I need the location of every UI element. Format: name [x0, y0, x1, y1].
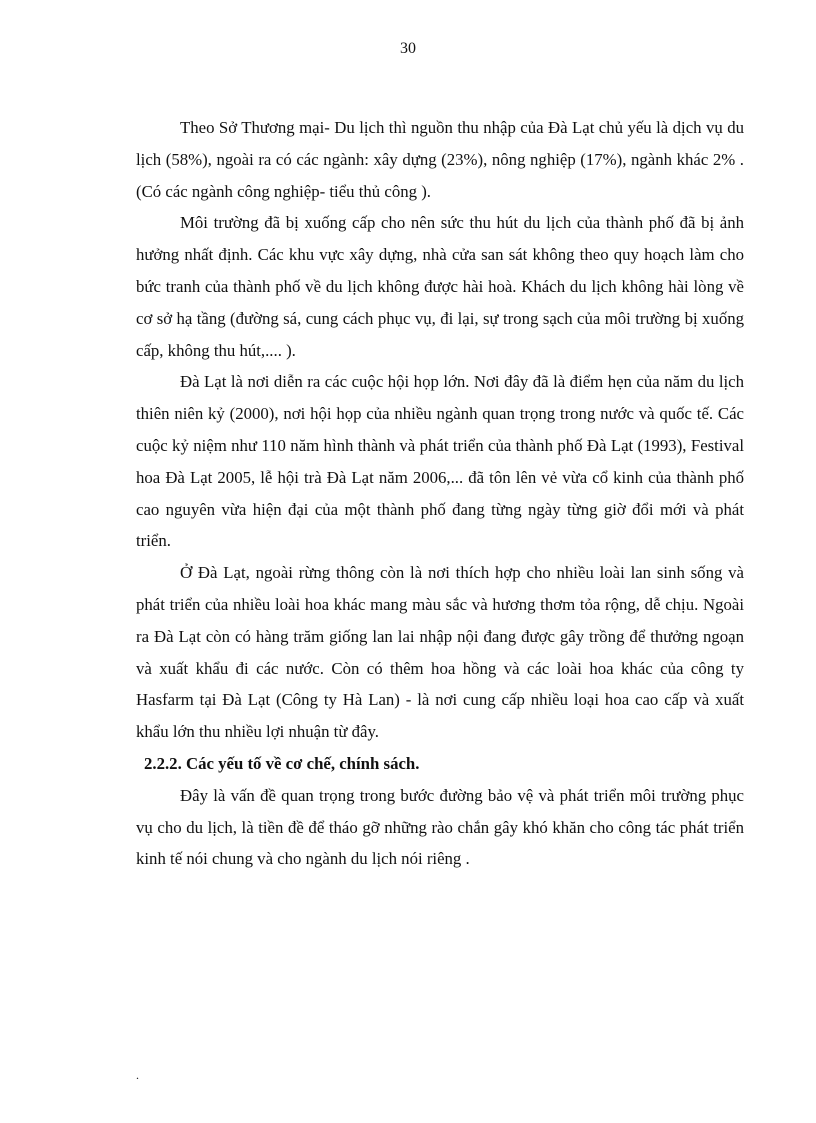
paragraph-environment: Môi trường đã bị xuống cấp cho nên sức thu hút du lịch của thành phố đã bị ảnh hưởng nhất định. Các khu vực xây dựng, nhà cửa san sát không theo quy hoạch làm cho bức tranh của thành phố về du lịch không được hài hoà. Khách du lịch không hài lòng về cơ sở hạ tầng (đường sá, cung cách phục vụ, đi lại, sự trong sạch của môi trường bị xuống cấp, không thu hút,.... ). [136, 213, 744, 360]
footer-mark: . [136, 1068, 139, 1082]
paragraph-events: Đà Lạt là nơi diễn ra các cuộc hội họp lớn. Nơi đây đã là điểm hẹn của năm du lịch thiên niên kỷ (2000), nơi hội họp của nhiều ngành quan trọng trong nước và quốc tế. Các cuộc kỷ niệm như 110 năm hình thành và phát triển của thành phố Đà Lạt (1993), Festival hoa Đà Lạt 2005, lễ hội trà Đà Lạt năm 2006,... đã tôn lên vẻ vừa cổ kinh của thành phố cao nguyên vừa hiện đại của một thành phố đang từng ngày từng giờ đổi mới và phát triển. [136, 372, 744, 551]
paragraph-income-sources: Theo Sở Thương mại- Du lịch thì nguồn thu nhập của Đà Lạt chủ yếu là dịch vụ du lịch (58%), ngoài ra có các ngành: xây dựng (23%), nông nghiệp (17%), ngành khác 2% . (Có các ngành công nghiệp- tiểu thủ công ). [136, 118, 744, 201]
section-heading: 2.2.2. Các yếu tố về cơ chế, chính sách. [144, 753, 420, 773]
document-body [136, 112, 744, 875]
paragraph-flowers: Ở Đà Lạt, ngoài rừng thông còn là nơi thích hợp cho nhiều loài lan sinh sống và phát triển của nhiều loài hoa khác mang màu sắc và hương thơm tỏa rộng, dễ chịu. Ngoài ra Đà Lạt còn có hàng trăm giống lan lai nhập nội đang được gây trồng để thưởng ngoạn và xuất khẩu đi các nước. Còn có thêm hoa hồng và các loài hoa khác của công ty Hasfarm tại Đà Lạt (Công ty Hà Lan) - là nơi cung cấp nhiều loại hoa cao cấp và xuất khẩu lớn thu nhiều lợi nhuận từ đây. [136, 563, 744, 742]
paragraph-policy: Đây là vấn đề quan trọng trong bước đường bảo vệ và phát triển môi trường phục vụ cho du lịch, là tiền đề để tháo gỡ những rào chắn gây khó khăn cho công tác phát triển kinh tế nói chung và cho ngành du lịch nói riêng . [136, 785, 744, 869]
page-number: 30 [400, 40, 416, 57]
